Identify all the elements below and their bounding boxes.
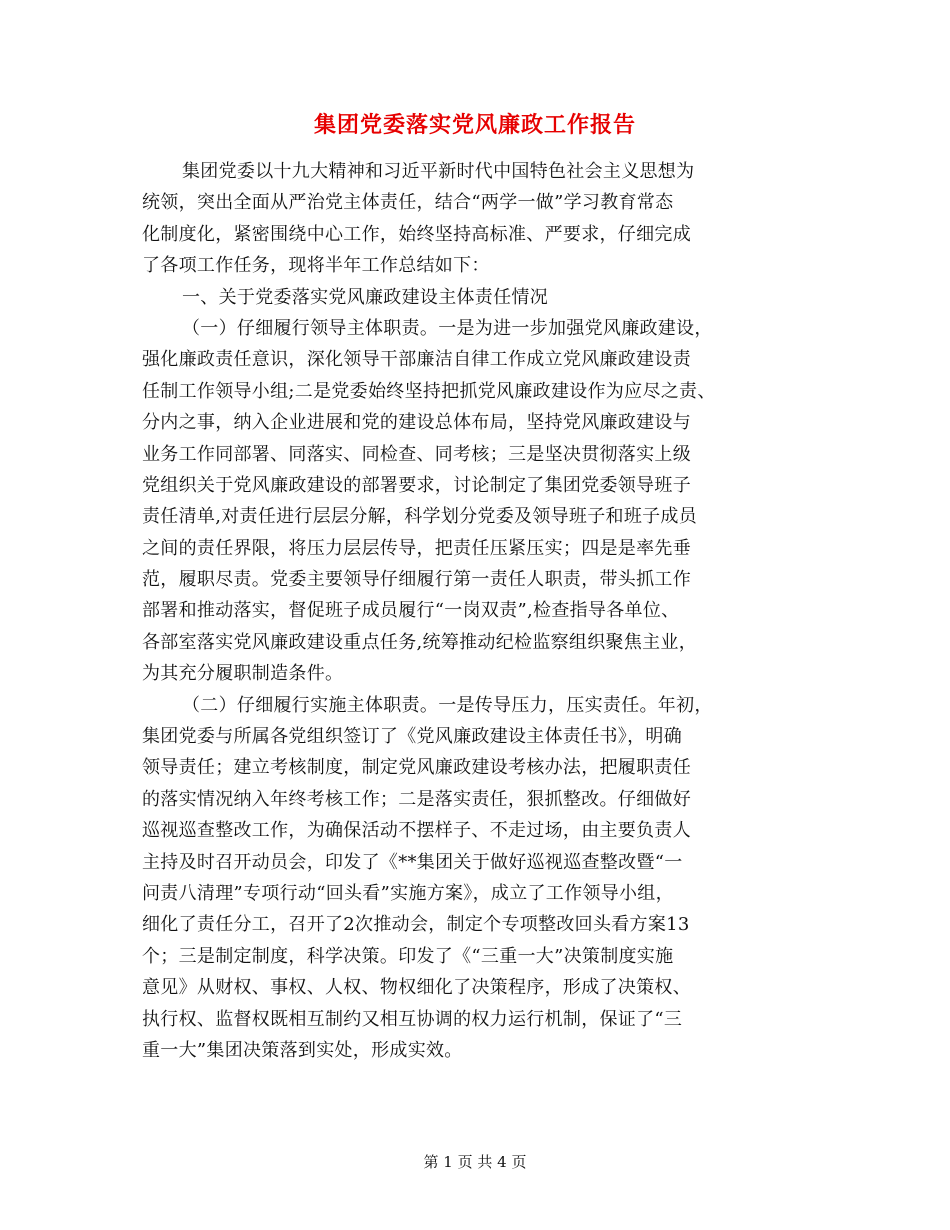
paragraph-line: 范，履职尽责。党委主要领导仔细履行第一责任人职责，带头抓工作 [142, 569, 691, 591]
paragraph-line: 细化了责任分工，召开了2次推动会，制定个专项整改回头看方案13 [142, 914, 690, 936]
paragraph-line: 集团党委以十九大精神和习近平新时代中国特色社会主义思想为 [182, 161, 695, 182]
paragraph-line: 责任清单,对责任进行层层分解，科学划分党委及领导班子和班子成员 [142, 506, 698, 528]
paragraph-line: （一）仔细履行领导主体职责。一是为进一步加强党风廉政建设， [182, 317, 713, 339]
paragraph-line: 重一大”集团决策落到实处，形成实效。 [142, 1039, 463, 1061]
paragraph-line: 个；三是制定制度，科学决策。印发了《“三重一大”决策制度实施 [142, 945, 674, 967]
paragraph-line: 业务工作同部署、同落实、同检查、同考核；三是坚决贯彻落实上级 [142, 443, 691, 465]
paragraph-line: （二）仔细履行实施主体职责。一是传导压力，压实责任。年初， [182, 694, 713, 716]
paragraph-line: 分内之事，纳入企业进展和党的建设总体布局，坚持党风廉政建设与 [142, 412, 691, 434]
paragraph-line: 集团党委与所属各党组织签订了《党风廉政建设主体责任书》，明确 [142, 726, 682, 748]
paragraph-line: 的落实情况纳入年终考核工作；二是落实责任，狠抓整改。仔细做好 [142, 788, 691, 810]
paragraph-line: 党组织关于党风廉政建设的部署要求，讨论制定了集团党委领导班子 [142, 474, 691, 496]
paragraph-line: 巡视巡查整改工作，为确保活动不摆样子、不走过场，由主要负责人 [142, 820, 691, 842]
paragraph-line: 各部室落实党风廉政建设重点任务,统筹推动纪检监察组织聚焦主业， [142, 631, 698, 653]
paragraph-line: 化制度化，紧密围绕中心工作，始终坚持高标准、严要求，仔细完成 [142, 223, 691, 245]
paragraph-line: 领导责任；建立考核制度，制定党风廉政建设考核办法，把履职责任 [142, 757, 691, 779]
page-number-footer: 第 1 页 共 4 页 [423, 1153, 527, 1171]
paragraph-line: 问责八清理”专项行动“回头看”实施方案》，成立了工作领导小组， [142, 882, 674, 904]
document-title: 集团党委落实党风廉政工作报告 [313, 112, 636, 138]
paragraph-line: 了各项工作任务，现将半年工作总结如下： [142, 255, 490, 277]
section-heading: 一、关于党委落实党风廉政建设主体责任情况 [182, 286, 548, 308]
paragraph-line: 意见》从财权、事权、人权、物权细化了决策程序，形成了决策权、 [142, 977, 691, 999]
paragraph-line: 执行权、监督权既相互制约又相互协调的权力运行机制，保证了“三 [142, 1008, 683, 1030]
paragraph-line: 部署和推动落实，督促班子成员履行“一岗双责”,检查指导各单位、 [142, 600, 680, 622]
paragraph-line: 之间的责任界限，将压力层层传导，把责任压紧压实；四是是率先垂 [142, 537, 691, 559]
paragraph-line: 为其充分履职制造条件。 [142, 663, 344, 685]
paragraph-line: 强化廉政责任意识，深化领导干部廉洁自律工作成立党风廉政建设责 [142, 349, 691, 371]
paragraph-line: 任制工作领导小组;二是党委始终坚持把抓党风廉政建设作为应尽之责、 [142, 380, 716, 402]
paragraph-line: 主持及时召开动员会，印发了《**集团关于做好巡视巡查整改暨“一 [142, 851, 683, 873]
document-body [142, 156, 822, 1066]
paragraph-line: 统领，突出全面从严治党主体责任，结合“两学一做”学习教育常态 [142, 192, 674, 214]
